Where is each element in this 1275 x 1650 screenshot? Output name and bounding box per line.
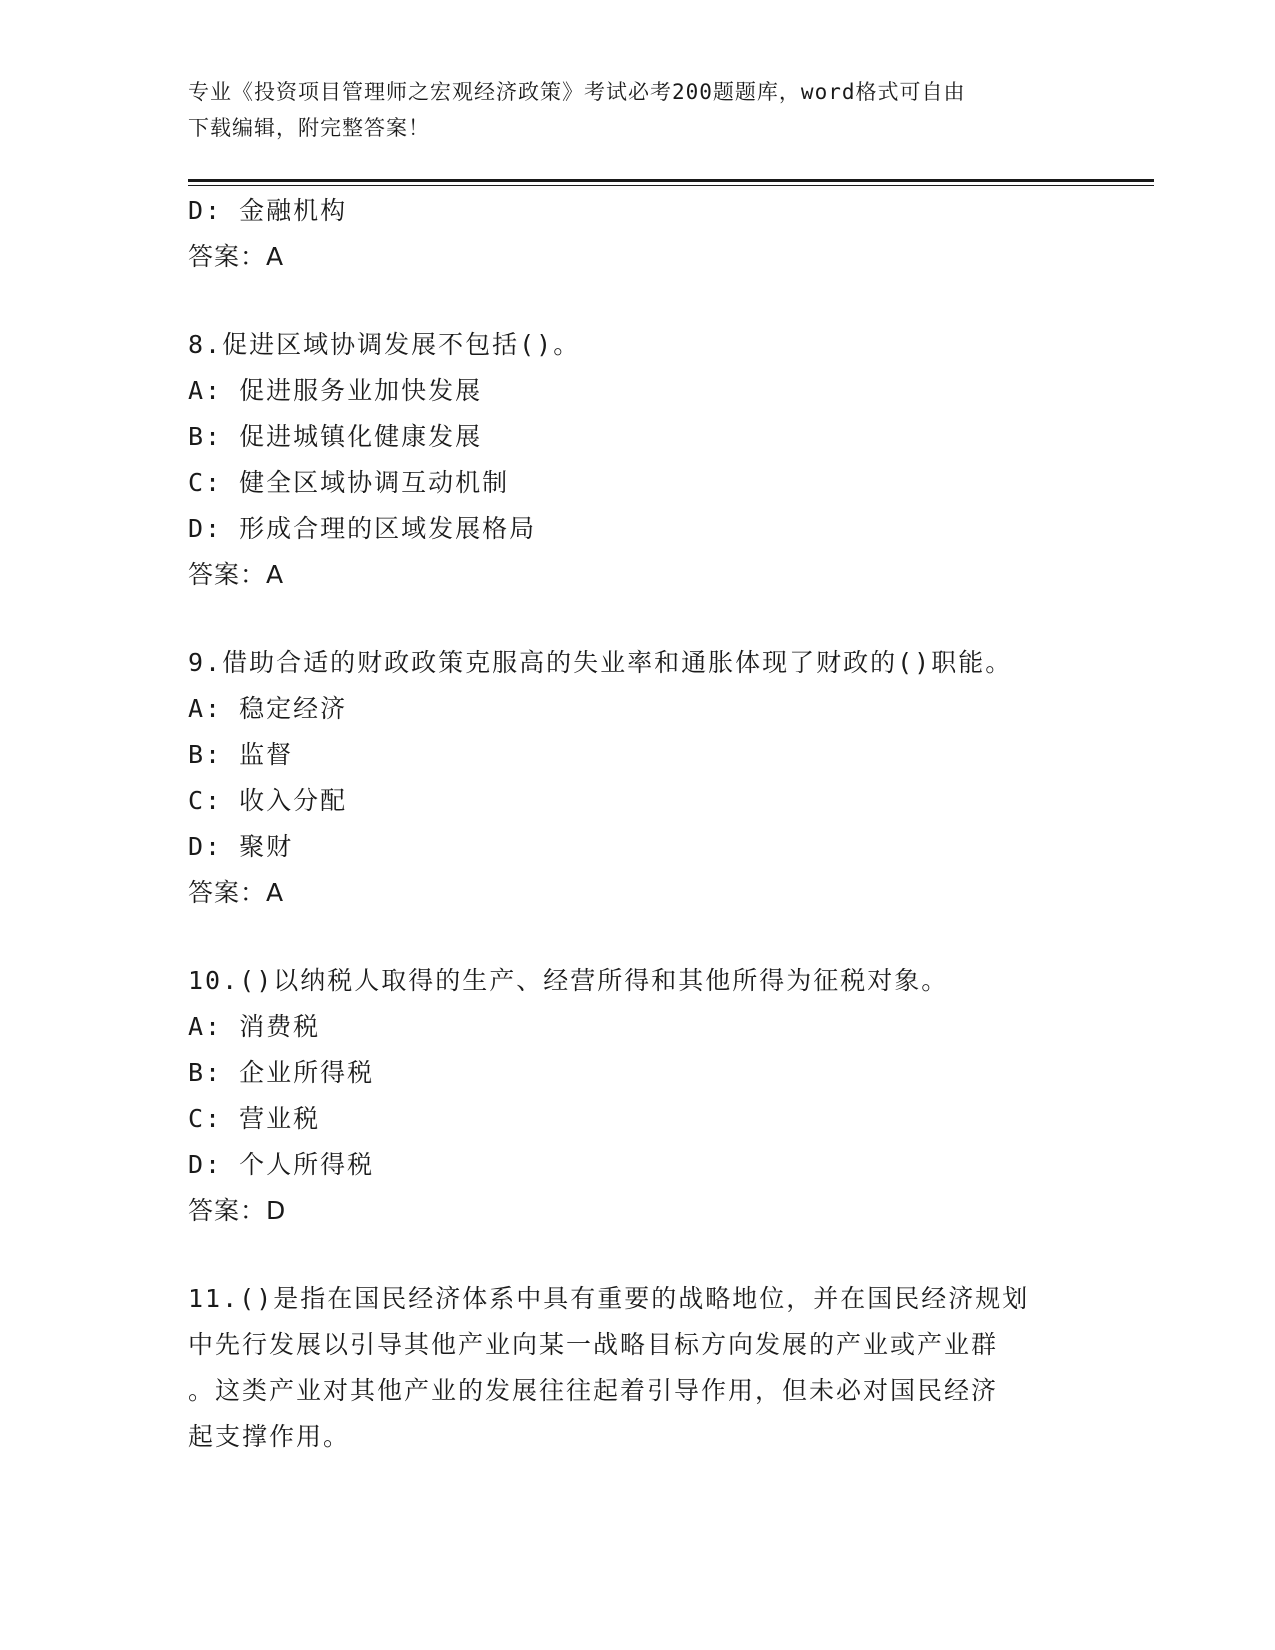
- document-header: [188, 74, 1088, 146]
- option-d: D: 聚财: [188, 832, 294, 861]
- option-a: A: 消费税: [188, 1012, 321, 1041]
- option-d: D: 形成合理的区域发展格局: [188, 514, 537, 543]
- header-line-2: 下载编辑，附完整答案！: [188, 116, 430, 140]
- answer-line: 答案：D: [188, 1196, 287, 1225]
- header-line-1: 专业《投资项目管理师之宏观经济政策》考试必考200题题库，word格式可自由: [188, 80, 966, 104]
- header-divider-thick: [188, 179, 1154, 182]
- question-stem-line-3: 。这类产业对其他产业的发展往往起着引导作用，但未必对国民经济: [188, 1376, 999, 1405]
- option-b: B: 企业所得税: [188, 1058, 375, 1087]
- question-stem: 9.借助合适的财政政策克服高的失业率和通胀体现了财政的()职能。: [188, 648, 1013, 677]
- question-stem: 10.()以纳税人取得的生产、经营所得和其他所得为征税对象。: [188, 966, 949, 995]
- option-c: C: 收入分配: [188, 786, 348, 815]
- answer-line: 答案：A: [188, 560, 285, 589]
- question-list: [188, 188, 1088, 1460]
- question-9: [188, 640, 1088, 916]
- option-b: B: 监督: [188, 740, 294, 769]
- answer-line: 答案：A: [188, 242, 285, 271]
- option-d: D: 个人所得税: [188, 1150, 375, 1179]
- option-a: A: 促进服务业加快发展: [188, 376, 483, 405]
- question-stem: 8.促进区域协调发展不包括()。: [188, 330, 581, 359]
- option-c: C: 营业税: [188, 1104, 321, 1133]
- question-stem-line-1: 11.()是指在国民经济体系中具有重要的战略地位，并在国民经济规划: [188, 1284, 1030, 1313]
- question-stem-line-4: 起支撑作用。: [188, 1422, 351, 1451]
- question-8: [188, 322, 1088, 598]
- option-a: A: 稳定经济: [188, 694, 348, 723]
- option-c: C: 健全区域协调互动机制: [188, 468, 510, 497]
- question-stem-line-2: 中先行发展以引导其他产业向某一战略目标方向发展的产业或产业群: [188, 1330, 999, 1359]
- header-divider-thin: [188, 185, 1154, 186]
- question-10: [188, 958, 1088, 1234]
- question-11: [188, 1276, 1088, 1460]
- prev-question-tail: [188, 188, 1088, 280]
- answer-line: 答案：A: [188, 878, 285, 907]
- option-d: D: 金融机构: [188, 196, 348, 225]
- option-b: B: 促进城镇化健康发展: [188, 422, 483, 451]
